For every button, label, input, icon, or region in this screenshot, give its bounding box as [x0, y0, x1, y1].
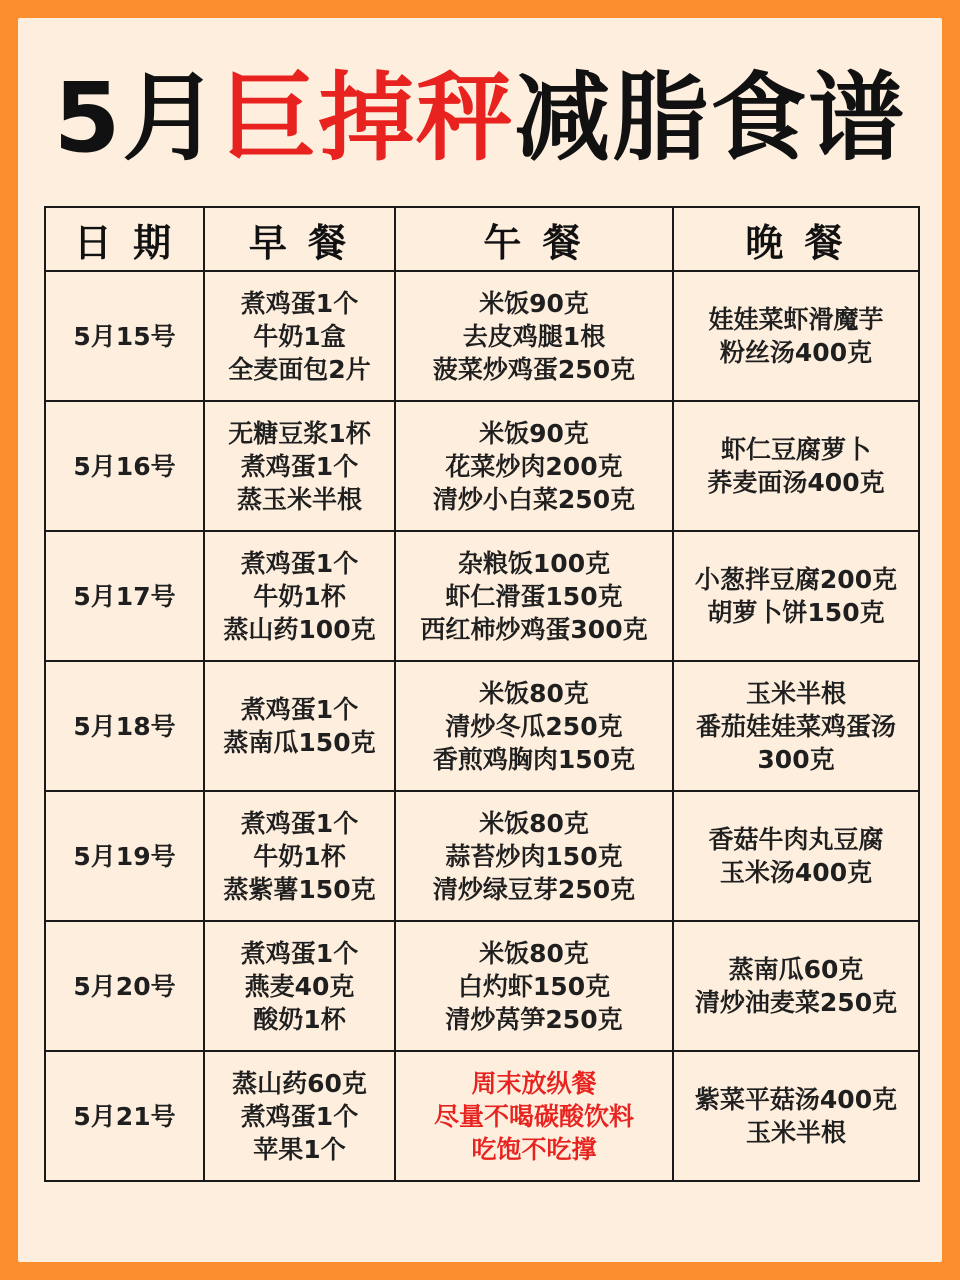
meal-item: 西红柿炒鸡蛋300克 [420, 614, 648, 644]
meal-item: 虾仁豆腐萝卜 [720, 435, 871, 464]
meal-item: 玉米半根 [745, 678, 846, 708]
date-cell: 5月16号 [45, 401, 204, 531]
header-breakfast: 早 餐 [204, 207, 395, 271]
date-cell: 5月19号 [45, 791, 204, 921]
meal-item: 煮鸡蛋1个 [240, 938, 359, 968]
meal-item: 蒸南瓜150克 [223, 728, 376, 757]
meal-item: 粉丝汤400克 [719, 338, 873, 367]
table-row [45, 1051, 919, 1181]
meal-item: 小葱拌豆腐200克 [694, 565, 898, 594]
meal-item: 煮鸡蛋1个 [240, 695, 359, 724]
meal-item: 米饭80克 [479, 938, 589, 968]
table-row [45, 661, 919, 791]
date-cell: 5月18号 [45, 661, 204, 791]
meal-item: 玉米汤400克 [719, 858, 873, 887]
meal-item: 蒸山药60克 [232, 1068, 367, 1098]
meal-item: 杂粮饭100克 [457, 548, 611, 578]
meal-item: 米饭80克 [479, 678, 589, 708]
table-row [45, 791, 919, 921]
highlight-note: 尽量不喝碳酸饮料 [433, 1101, 634, 1131]
meal-item: 香煎鸡胸肉150克 [432, 744, 636, 774]
meal-item: 蒜苔炒肉150克 [445, 841, 623, 871]
dinner-cell [673, 1051, 919, 1181]
meal-item: 蒸玉米半根 [236, 484, 362, 514]
meal-plan-table [44, 206, 920, 1182]
meal-item: 牛奶1杯 [253, 841, 346, 871]
meal-item: 米饭90克 [479, 288, 589, 318]
meal-item: 蒸山药100克 [223, 614, 376, 644]
meal-item: 清炒冬瓜250克 [445, 711, 623, 741]
meal-item: 清炒小白菜250克 [432, 484, 636, 514]
date-cell: 5月20号 [45, 921, 204, 1051]
dinner-cell [673, 791, 919, 921]
lunch-cell [395, 531, 673, 661]
meal-item: 白灼虾150克 [457, 971, 611, 1001]
meal-item: 全麦面包2片 [228, 354, 371, 384]
meal-item: 清炒油麦菜250克 [694, 988, 898, 1017]
date-cell: 5月21号 [45, 1051, 204, 1181]
table-row [45, 531, 919, 661]
dinner-cell [673, 531, 919, 661]
meal-item: 去皮鸡腿1根 [462, 321, 606, 351]
meal-item: 无糖豆浆1杯 [228, 418, 371, 448]
lunch-cell [395, 921, 673, 1051]
meal-item: 牛奶1盒 [253, 321, 346, 351]
dinner-cell [673, 661, 919, 791]
highlight-note: 吃饱不吃撑 [471, 1134, 597, 1164]
meal-item: 娃娃菜虾滑魔芋 [708, 305, 884, 334]
meal-item: 苹果1个 [253, 1134, 346, 1164]
meal-item: 虾仁滑蛋150克 [445, 581, 623, 611]
meal-item: 花菜炒肉200克 [445, 451, 623, 481]
meal-item: 玉米半根 [745, 1118, 846, 1147]
meal-item: 荞麦面汤400克 [707, 468, 885, 497]
table-row [45, 401, 919, 531]
meal-item: 煮鸡蛋1个 [240, 548, 359, 578]
breakfast-cell [204, 921, 395, 1051]
meal-item: 清炒绿豆芽250克 [432, 874, 636, 904]
breakfast-cell [204, 531, 395, 661]
title-rest: 减脂食谱 [514, 62, 907, 174]
highlight-note: 周末放纵餐 [471, 1068, 597, 1098]
lunch-cell [395, 271, 673, 401]
meal-item: 菠菜炒鸡蛋250克 [432, 354, 636, 384]
meal-item: 煮鸡蛋1个 [240, 451, 359, 481]
lunch-cell [395, 661, 673, 791]
meal-item: 胡萝卜饼150克 [707, 598, 885, 627]
meal-item: 米饭90克 [479, 418, 589, 448]
date-cell: 5月17号 [45, 531, 204, 661]
meal-item: 煮鸡蛋1个 [240, 808, 359, 838]
table-row [45, 921, 919, 1051]
date-cell: 5月15号 [45, 271, 204, 401]
meal-item: 燕麦40克 [244, 971, 355, 1001]
lunch-cell [395, 401, 673, 531]
meal-item: 香菇牛肉丸豆腐 [708, 825, 884, 854]
breakfast-cell [204, 791, 395, 921]
meal-item: 牛奶1杯 [253, 581, 346, 611]
meal-item: 酸奶1杯 [253, 1004, 346, 1034]
dinner-cell [673, 921, 919, 1051]
menu-card [18, 18, 942, 1262]
lunch-cell [395, 1051, 673, 1181]
meal-item: 煮鸡蛋1个 [240, 1101, 359, 1131]
dinner-cell [673, 271, 919, 401]
meal-item: 清炒莴笋250克 [445, 1004, 623, 1034]
header-date: 日 期 [45, 207, 204, 271]
header-row [45, 207, 919, 271]
dinner-cell [673, 401, 919, 531]
breakfast-cell [204, 661, 395, 791]
title-month: 5月 [53, 62, 221, 174]
breakfast-cell [204, 401, 395, 531]
meal-item: 蒸紫薯150克 [223, 874, 376, 904]
meal-item: 300克 [757, 744, 835, 774]
meal-item: 蒸南瓜60克 [728, 955, 864, 984]
table-row [45, 271, 919, 401]
meal-item: 米饭80克 [479, 808, 589, 838]
title-highlight: 巨掉秤 [220, 62, 515, 174]
meal-item: 紫菜平菇汤400克 [694, 1085, 898, 1114]
meal-item: 番茄娃娃菜鸡蛋汤 [695, 711, 896, 741]
table-body [45, 271, 919, 1181]
breakfast-cell [204, 1051, 395, 1181]
header-lunch: 午 餐 [395, 207, 673, 271]
page-title [18, 58, 942, 178]
lunch-cell [395, 791, 673, 921]
breakfast-cell [204, 271, 395, 401]
header-dinner: 晚 餐 [673, 207, 919, 271]
meal-item: 煮鸡蛋1个 [240, 288, 359, 318]
